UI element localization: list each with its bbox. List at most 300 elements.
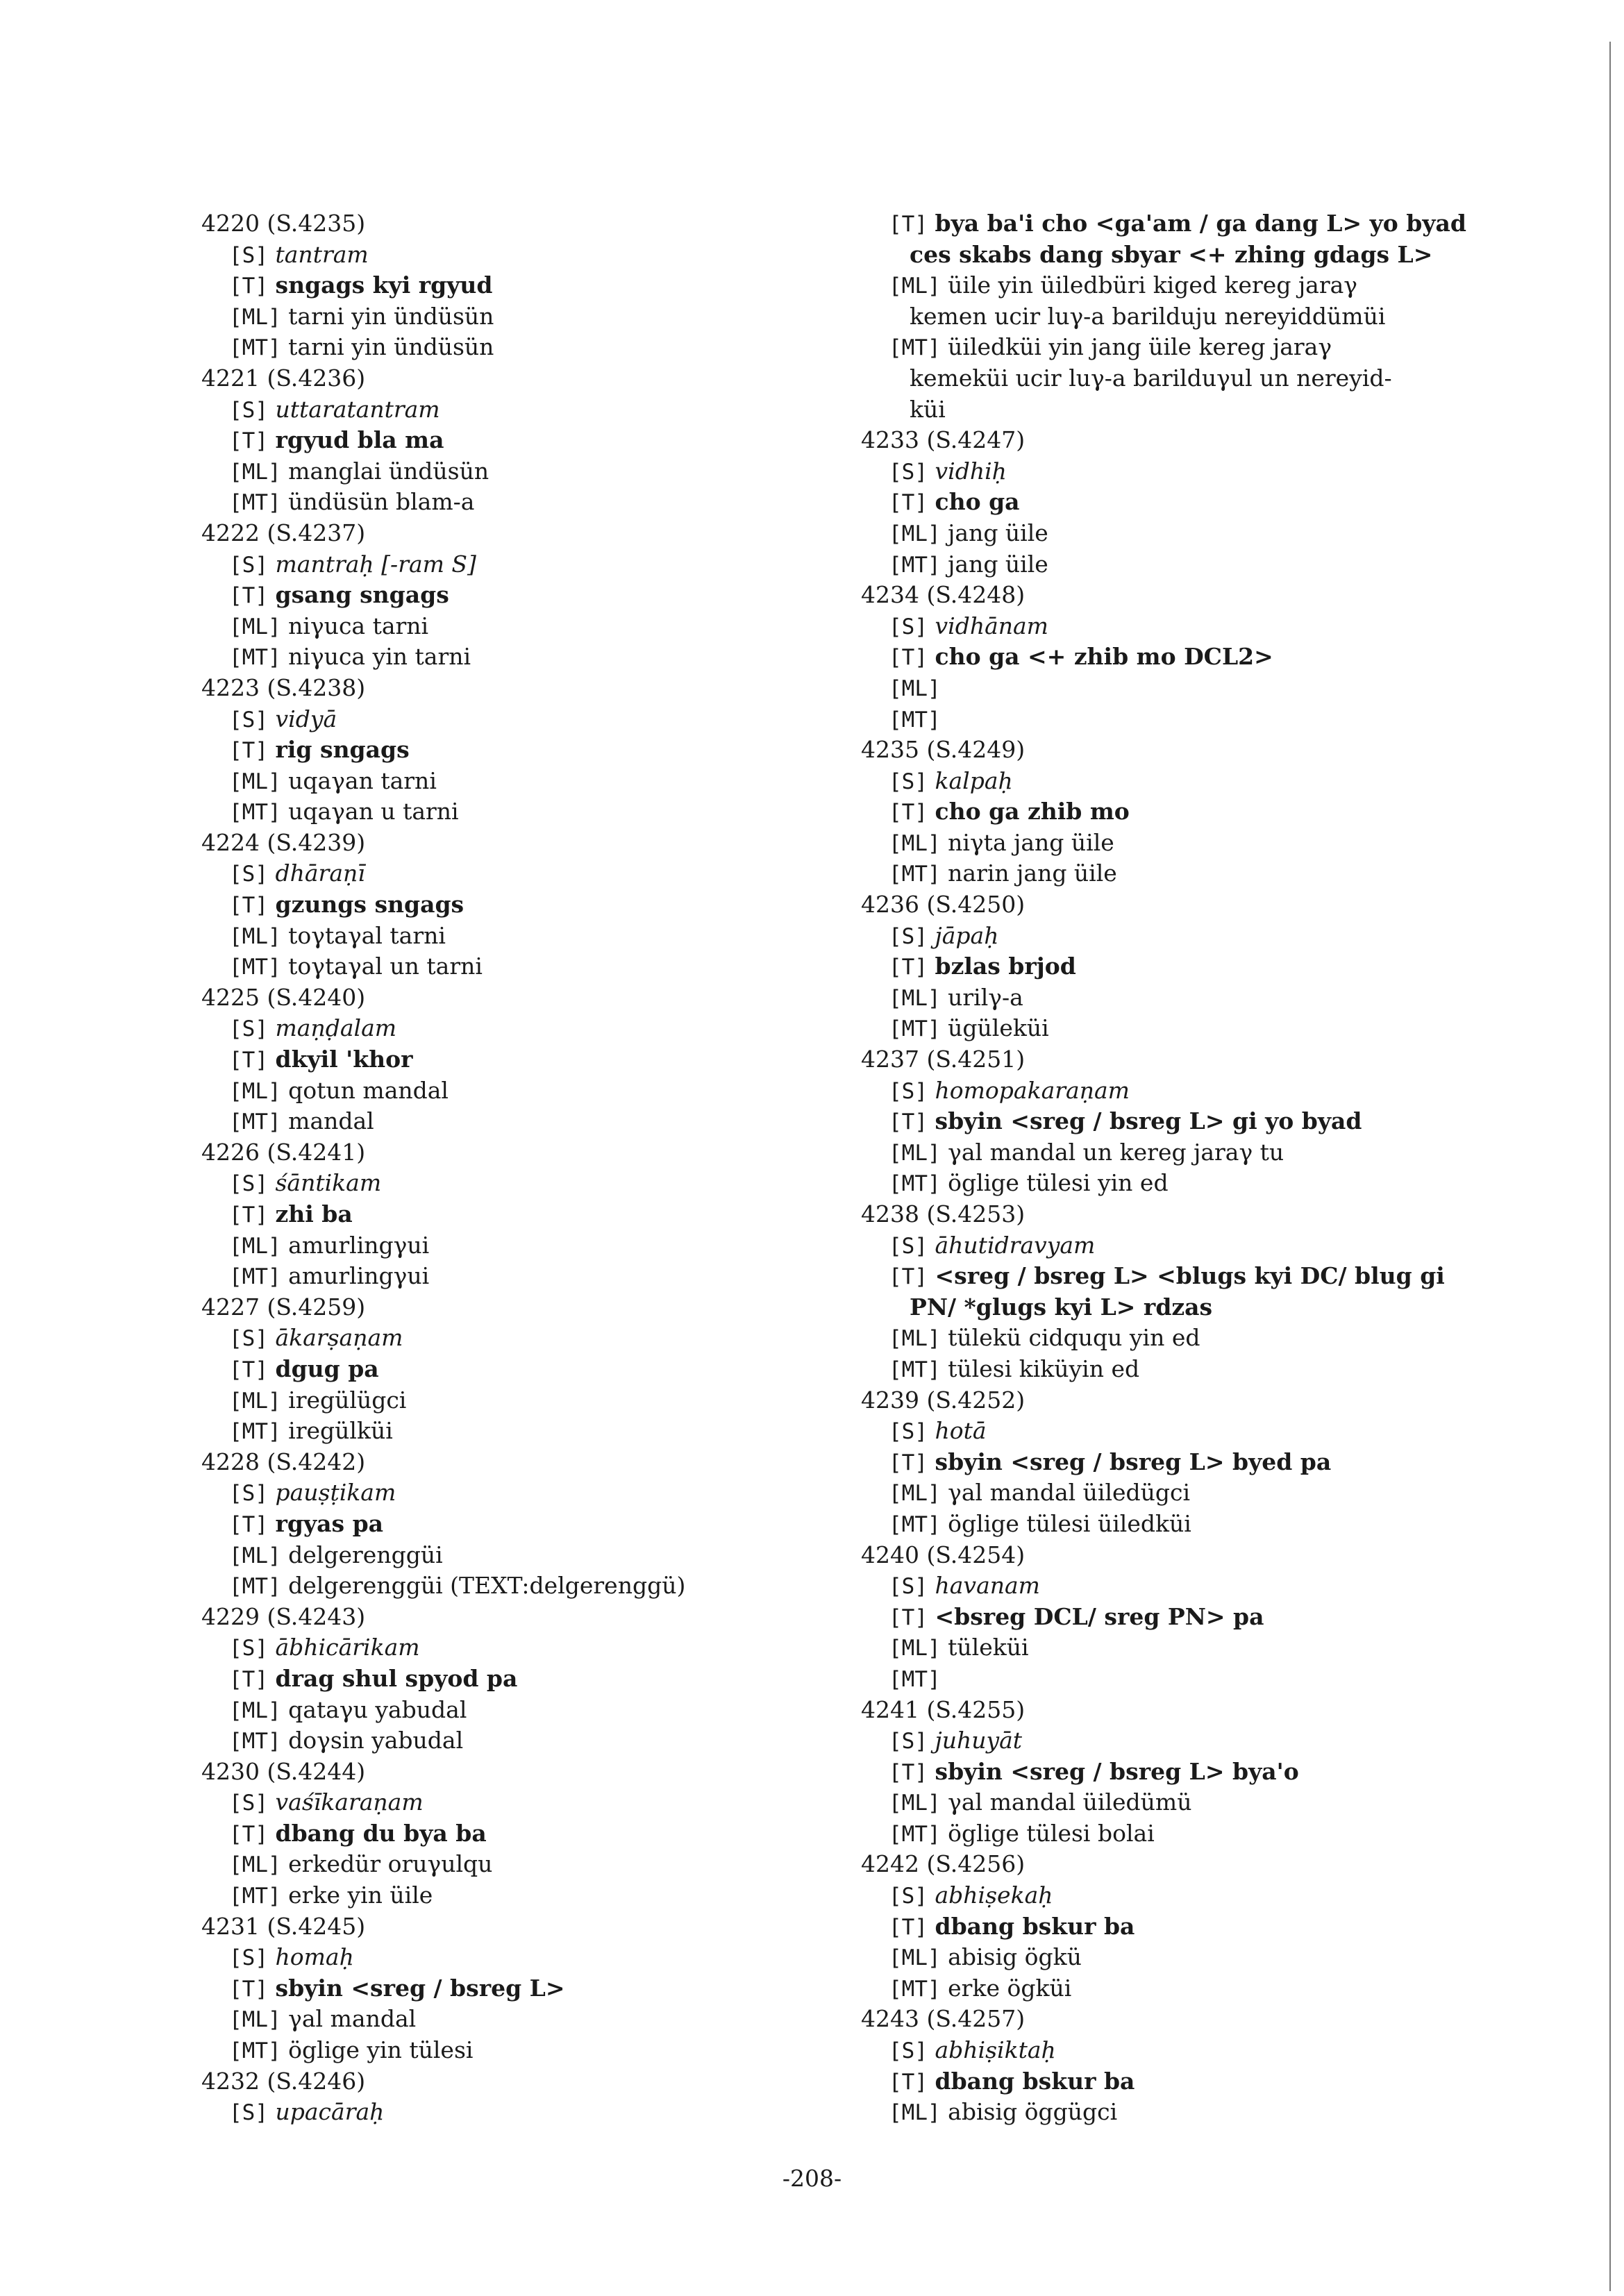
tag-ml: [ML] [889,2100,941,2126]
sanskrit-value: jāpaḥ [935,921,999,949]
entry-reference: (S.4247) [926,426,1026,454]
tibetan-value: cho ga zhib mo [935,798,1130,826]
entry-header [861,1540,1486,1571]
mt-value: niγuca yin tarni [288,643,471,671]
entry-header [861,1199,1486,1230]
entry-4223 [201,673,826,828]
entry-4235 [861,735,1486,889]
entry-header [201,1602,826,1633]
entry-number: 4242 [861,1850,919,1878]
entry-reference: (S.4239) [267,828,366,856]
entry-reference: (S.4250) [926,891,1026,919]
ml-line [861,1323,1486,1354]
mt-line [201,1880,826,1911]
entry-reference: (S.4252) [926,1386,1026,1414]
ml-value: qotun mandal [288,1076,449,1104]
tag-sanskrit: [S] [889,1729,928,1754]
mt-value: doγsin yabudal [288,1727,464,1754]
sanskrit-value: homaḥ [275,1943,354,1971]
sanskrit-line [201,1942,826,1973]
tibetan-value: dkyil 'khor [275,1046,413,1073]
page-binding-edge [1609,42,1611,2291]
tag-tibetan: [T] [889,212,928,237]
entry-header [201,518,826,549]
tag-ml: [ML] [889,521,941,546]
ml-value: tarni yin ündüsün [288,302,494,330]
tag-sanskrit: [S] [229,2100,268,2126]
tag-mt: [MT] [229,335,281,361]
ml-value: jang üile [948,519,1048,546]
entry-reference: (S.4244) [267,1757,366,1785]
tag-tibetan: [T] [889,1914,928,1940]
tag-ml: [ML] [889,1140,941,1166]
tag-ml: [ML] [229,2007,281,2033]
mt-line [201,1570,826,1602]
entry-4240 [861,1540,1486,1695]
mt-value: öglige tülesi üiledküi [948,1509,1191,1537]
tibetan-value: rig sngags [275,736,410,764]
tag-sanskrit: [S] [889,923,928,949]
ml-line [201,301,826,333]
tag-ml: [ML] [229,769,281,794]
tag-ml: [ML] [229,459,281,485]
tag-tibetan: [T] [229,583,268,609]
tibetan-line [861,796,1486,828]
entry-4226 [201,1137,826,1292]
tag-ml: [ML] [889,1481,941,1507]
tag-mt: [MT] [889,335,941,361]
mt-line [201,1261,826,1292]
entry-reference: (S.4251) [926,1046,1026,1073]
tibetan-line [861,1911,1486,1943]
ml-value: abisig öggügci [948,2098,1118,2126]
mt-value: toγtaγal un tarni [288,953,483,980]
ml-line [201,1695,826,1726]
ml-value: erkedür oruγulqu [288,1850,493,1878]
tag-ml: [ML] [889,1791,941,1816]
sanskrit-line [201,2097,826,2128]
sanskrit-value: maṇḍalam [275,1014,397,1042]
sanskrit-line [861,766,1486,797]
tag-tibetan: [T] [229,1976,268,2002]
entry-number: 4224 [201,828,260,856]
tibetan-value: sbyin <sreg / bsreg L> [275,1974,565,2002]
entry-reference: (S.4240) [267,983,366,1011]
tag-sanskrit: [S] [889,1884,928,1909]
mt-value: öglige yin tülesi [288,2036,474,2064]
mt-line [861,1664,1486,1695]
entry-4229 [201,1602,826,1757]
mt-value: delgerenggüi (TEXT:delgerenggü) [288,1572,686,1600]
ml-line [201,456,826,487]
tibetan-line [861,1447,1486,1478]
tibetan-value: PN/ *glugs kyi L> rdzas [910,1293,1213,1321]
entry-number: 4243 [861,2005,919,2033]
ml-line [201,921,826,952]
entry-reference: (S.4255) [926,1695,1026,1723]
tibetan-line [201,1044,826,1075]
tag-mt: [MT] [229,645,281,671]
mt-value: öglige tülesi bolai [948,1819,1155,1847]
ml-value: manglai ündüsün [288,457,489,485]
mt-line [201,1725,826,1757]
ml-value: niγuca tarni [288,612,429,639]
ml-line [861,1632,1486,1664]
page-number: -208- [782,2165,842,2192]
tag-tibetan: [T] [229,1821,268,1847]
mt-value: öglige tülesi yin ed [948,1169,1169,1197]
tibetan-value: <bsreg DCL/ sreg PN> pa [935,1602,1264,1630]
entry-header [201,1447,826,1478]
tibetan-value: rgyud bla ma [275,426,444,454]
mt-value: kemeküi ucir luγ-a barilduγul un nereyid- [910,364,1392,392]
sanskrit-line [201,1477,826,1509]
entry-reference: (S.4257) [926,2005,1026,2033]
ml-line [201,1385,826,1416]
entry-number: 4239 [861,1386,919,1414]
entry-reference: (S.4248) [926,581,1026,609]
tag-mt: [MT] [229,1729,281,1754]
ml-value: γal mandal üiledümü [948,1788,1192,1816]
tag-sanskrit: [S] [889,459,928,485]
tag-mt: [MT] [889,1976,941,2002]
tag-tibetan: [T] [889,955,928,980]
entry-4243 [861,2004,1486,2127]
tag-sanskrit: [S] [229,1945,268,1971]
tibetan-line [861,1106,1486,1137]
sanskrit-line [201,549,826,580]
entry-reference: (S.4254) [926,1541,1026,1568]
tag-sanskrit: [S] [229,862,268,887]
ml-value: uqaγan tarni [288,766,437,794]
ml-line [201,611,826,642]
mt-line [861,1013,1486,1044]
entry-number: 4235 [861,736,919,764]
tag-mt: [MT] [229,1264,281,1290]
entry-number: 4232 [201,2067,260,2095]
entry-reference: (S.4241) [267,1138,366,1166]
tibetan-line [861,1261,1486,1292]
tag-tibetan: [T] [889,490,928,516]
tag-ml: [ML] [889,274,941,299]
tag-ml: [ML] [229,1388,281,1414]
entry-reference: (S.4246) [267,2067,366,2095]
tag-mt: [MT] [889,1666,941,1692]
mt-value: erke ögküi [948,1974,1072,2002]
tag-mt: [MT] [229,955,281,980]
sanskrit-line [201,1787,826,1818]
tibetan-line [201,580,826,611]
sanskrit-value: homopakaraṇam [935,1076,1130,1104]
left-column [201,208,826,2128]
tag-tibetan: [T] [889,1109,928,1135]
tag-mt: [MT] [229,800,281,826]
ml-line [861,828,1486,859]
entry-4236 [861,889,1486,1044]
entry-number: 4238 [861,1200,919,1227]
tibetan-value: cho ga <+ zhib mo DCL2> [935,643,1273,671]
sanskrit-value: ākarṣaṇam [275,1324,403,1352]
mt-line [861,1354,1486,1385]
tag-tibetan: [T] [889,645,928,671]
entry-4234 [861,580,1486,735]
entry-number: 4222 [201,519,260,546]
entry-reference: (S.4249) [926,736,1026,764]
tag-ml: [ML] [889,1945,941,1971]
mt-value: ündüsün blam-a [288,488,475,516]
tibetan-line [861,208,1486,240]
sanskrit-value: hotā [935,1417,987,1445]
tag-sanskrit: [S] [889,614,928,639]
entry-number: 4229 [201,1602,260,1630]
tibetan-line [861,2066,1486,2097]
entry-header [861,889,1486,921]
tibetan-line [201,425,826,456]
ml-value: tülekü cidququ yin ed [948,1324,1200,1352]
entry-reference: (S.4238) [267,673,366,701]
entry-header [201,363,826,394]
entry-number: 4236 [861,891,919,919]
tag-sanskrit: [S] [229,1481,268,1507]
entry-4230 [201,1757,826,1911]
mongolian-mt-line-continued [861,394,1486,426]
sanskrit-value: pauṣṭikam [275,1479,396,1507]
tag-ml: [ML] [889,830,941,856]
entry-number: 4221 [201,364,260,392]
tag-ml: [ML] [229,304,281,330]
mt-line [201,487,826,518]
entry-header [861,735,1486,766]
sanskrit-line [201,858,826,889]
tag-mt: [MT] [889,707,941,732]
tag-ml: [ML] [229,614,281,639]
tag-sanskrit: [S] [229,707,268,732]
entry-header [201,1757,826,1788]
entry-reference: (S.4243) [267,1602,366,1630]
tag-mt: [MT] [229,1884,281,1909]
tibetan-value: bya ba'i cho <ga'am / ga dang L> yo byad [935,210,1467,237]
tag-sanskrit: [S] [229,1636,268,1661]
ml-value: üile yin üiledbüri kiged kereg jaraγ [948,271,1358,299]
tag-sanskrit: [S] [889,1574,928,1600]
tibetan-value: dbang du bya ba [275,1819,487,1847]
entry-header [201,1911,826,1943]
mt-line [201,951,826,982]
mongolian-mt-line [861,332,1486,363]
ml-line [861,518,1486,549]
tag-ml: [ML] [229,923,281,949]
mongolian-ml-line [861,270,1486,301]
entry-number: 4240 [861,1541,919,1568]
mt-line [861,549,1486,580]
sanskrit-line [201,1013,826,1044]
tag-tibetan: [T] [229,893,268,919]
entry-number: 4228 [201,1448,260,1475]
ml-value: γal mandal [288,2005,417,2033]
tag-ml: [ML] [229,1543,281,1568]
ml-value: γal mandal üiledügci [948,1479,1191,1507]
ml-line [861,2097,1486,2128]
right-column [861,208,1486,2128]
mt-line [861,704,1486,735]
tag-mt: [MT] [889,1821,941,1847]
tibetan-value: dbang bskur ba [935,1912,1135,1940]
ml-value: tüleküi [948,1634,1029,1661]
sanskrit-line [201,1632,826,1664]
entry-header [201,982,826,1014]
tag-tibetan: [T] [229,1511,268,1537]
ml-value: urilγ-a [948,983,1023,1011]
sanskrit-value: āhutidravyam [935,1231,1096,1259]
entry-number: 4233 [861,426,919,454]
tag-mt: [MT] [229,2038,281,2064]
sanskrit-value: mantraḥ [-ram S] [275,550,476,578]
ml-line [201,1540,826,1571]
tibetan-line [861,642,1486,673]
ml-line [201,766,826,797]
tibetan-line-continued [861,240,1486,271]
tibetan-value: <sreg / bsreg L> <blugs kyi DC/ blug gi [935,1262,1445,1290]
ml-line [201,1849,826,1880]
mt-value: mandal [288,1107,374,1135]
ml-value: delgerenggüi [288,1541,443,1568]
entry-number: 4227 [201,1293,260,1321]
sanskrit-line [861,1075,1486,1107]
tibetan-line-continued [861,1292,1486,1323]
sanskrit-line [861,611,1486,642]
tibetan-line [861,1757,1486,1788]
tag-mt: [MT] [889,1511,941,1537]
sanskrit-value: vaśīkaraṇam [275,1788,424,1816]
entry-4231 [201,1911,826,2066]
ml-value: niγta jang üile [948,828,1114,856]
sanskrit-line [861,1570,1486,1602]
tag-sanskrit: [S] [889,1419,928,1445]
tag-tibetan: [T] [229,738,268,764]
tag-sanskrit: [S] [889,1078,928,1104]
tag-ml: [ML] [889,1326,941,1352]
sanskrit-value: kalpaḥ [935,766,1013,794]
tag-tibetan: [T] [229,428,268,454]
tag-ml: [ML] [229,1698,281,1723]
tag-sanskrit: [S] [889,1233,928,1259]
tag-tibetan: [T] [229,1357,268,1382]
tag-mt: [MT] [889,552,941,578]
entry-header [861,2004,1486,2035]
entry-number: 4234 [861,581,919,609]
mt-value: narin jang üile [948,860,1117,887]
tag-mt: [MT] [889,1016,941,1042]
entry-number: 4237 [861,1046,919,1073]
entry-number: 4230 [201,1757,260,1785]
tag-mt: [MT] [229,1419,281,1445]
tibetan-value: zhi ba [275,1200,353,1227]
tag-tibetan: [T] [889,800,928,826]
tag-ml: [ML] [889,676,941,701]
sanskrit-value: vidyā [275,705,337,732]
tag-mt: [MT] [229,490,281,516]
entry-number: 4220 [201,210,260,237]
tag-tibetan: [T] [889,1604,928,1630]
entry-reference: (S.4237) [267,519,366,546]
sanskrit-value: dhāraṇī [275,860,365,887]
entry-reference: (S.4259) [267,1293,366,1321]
sanskrit-value: juhuyāt [935,1727,1023,1754]
tag-mt: [MT] [889,862,941,887]
tibetan-line [861,951,1486,982]
entry-header [861,580,1486,611]
entry-number: 4225 [201,983,260,1011]
ml-value: qataγu yabudal [288,1695,467,1723]
mt-value: erke yin üile [288,1882,433,1909]
tibetan-value: cho ga [935,488,1020,516]
tibetan-line [861,487,1486,518]
mt-line [861,1168,1486,1199]
mt-line [201,1106,826,1137]
entry-4239 [861,1385,1486,1540]
ml-value: kemen ucir luγ-a barilduju nereyiddümüi [910,302,1386,330]
entry-header [201,208,826,240]
entry-4232 [201,2066,826,2128]
tibetan-value: drag shul spyod pa [275,1664,518,1692]
mt-value: iregülküi [288,1417,393,1445]
tag-tibetan: [T] [229,1048,268,1073]
tag-sanskrit: [S] [889,2038,928,2064]
tag-tibetan: [T] [889,2069,928,2095]
tag-mt: [MT] [889,1357,941,1382]
mt-line [861,1509,1486,1540]
ml-line [861,1137,1486,1168]
sanskrit-line [861,1725,1486,1757]
tibetan-line [201,735,826,766]
mt-line [201,1416,826,1447]
sanskrit-line [201,1168,826,1199]
entry-4228 [201,1447,826,1602]
tibetan-value: sbyin <sreg / bsreg L> gi yo byad [935,1107,1362,1135]
ml-value: γal mandal un kereg jaraγ tu [948,1138,1284,1166]
ml-value: toγtaγal tarni [288,921,446,949]
entry-reference: (S.4245) [267,1912,366,1940]
tibetan-value: dbang bskur ba [935,2067,1135,2095]
entry-4241 [861,1695,1486,1850]
entry-reference: (S.4256) [926,1850,1026,1878]
entry-4224 [201,828,826,982]
mt-line [861,858,1486,889]
sanskrit-value: vidhānam [935,612,1048,639]
entry-4221 [201,363,826,518]
tag-tibetan: [T] [889,1759,928,1785]
tibetan-line [201,270,826,301]
tag-sanskrit: [S] [229,1016,268,1042]
entry-4225 [201,982,826,1137]
ml-line [861,673,1486,704]
ml-value: amurlingγui [288,1231,430,1259]
tibetan-line [201,1664,826,1695]
tag-sanskrit: [S] [889,769,928,794]
ml-line [861,1477,1486,1509]
tibetan-value: sngags kyi rgyud [275,271,493,299]
sanskrit-value: havanam [935,1572,1040,1600]
entry-number: 4223 [201,673,260,701]
entry-4238 [861,1199,1486,1385]
tibetan-value: sbyin <sreg / bsreg L> byed pa [935,1448,1332,1475]
entry-header [201,1292,826,1323]
entry-reference: (S.4253) [926,1200,1026,1227]
ml-line [861,1942,1486,1973]
tibetan-line [201,1818,826,1850]
mt-value: küi [910,395,946,423]
sanskrit-line [201,704,826,735]
